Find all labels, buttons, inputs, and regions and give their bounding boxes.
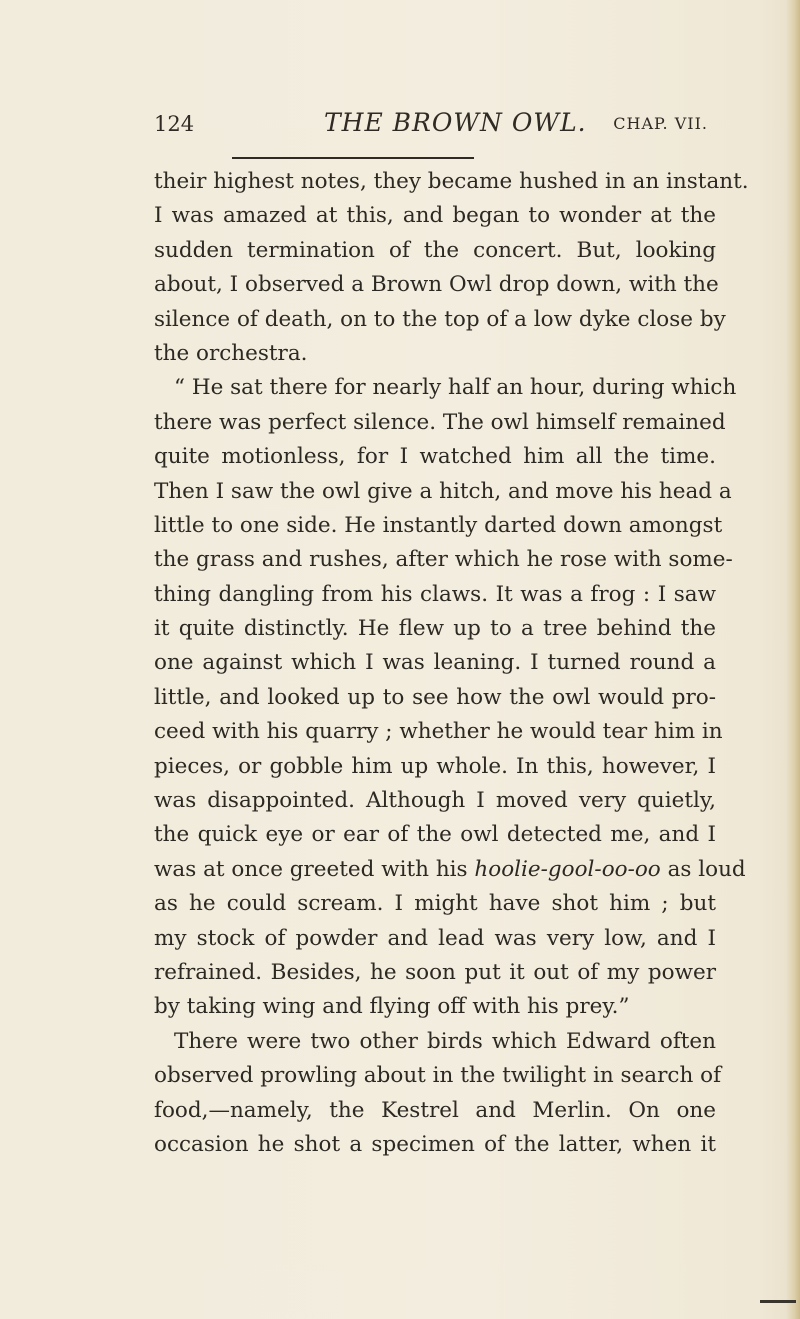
header-rule [232, 157, 474, 159]
text-line: thing dangling from his claws. It was a frog : I saw [154, 581, 716, 607]
text-line: silence of death, on to the top of a low dyke close by [154, 306, 726, 332]
text-line: one against which I was leaning. I turned round a [154, 650, 716, 676]
text-line: occasion he shot a specimen of the latter, when it [154, 1131, 716, 1157]
text-line: was disappointed. Although I moved very quietly, [154, 788, 716, 814]
text-line: the orchestra. [154, 340, 308, 366]
text-line: observed prowling about in the twilight in search of [154, 1063, 722, 1089]
page-edge-shadow [786, 0, 800, 1319]
text-line: little, and looked up to see how the owl would pro- [154, 684, 716, 710]
text-line: I was amazed at this, and began to wonder at the [154, 203, 716, 229]
text-line: their highest notes, they became hushed in an instant. [154, 169, 749, 194]
body-text [154, 165, 749, 1162]
running-title: THE BROWN OWL. [324, 108, 587, 137]
text-line: by taking wing and flying off with his prey.” [154, 994, 630, 1020]
text-line: There were two other birds which Edward often [174, 1028, 716, 1054]
text-line: little to one side. He instantly darted down amongst [154, 512, 723, 538]
text-line: there was perfect silence. The owl himself remained [154, 409, 726, 435]
text-line: about, I observed a Brown Owl drop down, with the [154, 272, 719, 298]
page-number: 124 [154, 112, 195, 136]
text-line: the quick eye or ear of the owl detected me, and I [154, 822, 716, 848]
text-line: sudden termination of the concert. But, looking [154, 237, 716, 263]
page-corner-mark [760, 1300, 796, 1303]
text-run: as loud [660, 856, 746, 882]
text-line: as he could scream. I might have shot him ; but [154, 891, 716, 917]
running-header [154, 108, 708, 156]
text-line: my stock of powder and lead was very low, and I [154, 925, 716, 951]
text-line: food,—namely, the Kestrel and Merlin. On one [154, 1097, 716, 1123]
text-line: the grass and rushes, after which he rose with some- [154, 547, 733, 573]
text-line: it quite distinctly. He flew up to a tree behind the [154, 616, 716, 642]
text-line: ceed with his quarry ; whether he would tear him in [154, 719, 723, 745]
text-line-with-italic [154, 853, 746, 887]
chapter-label: CHAP. VII. [613, 114, 708, 133]
text-line: refrained. Besides, he soon put it out of my power [154, 959, 716, 985]
text-line: Then I saw the owl give a hitch, and move his head a [154, 478, 732, 504]
text-line: quite motionless, for I watched him all the time. [154, 444, 716, 470]
text-line: “ He sat there for nearly half an hour, during which [174, 375, 737, 401]
text-line: pieces, or gobble him up whole. In this, however, I [154, 753, 716, 779]
owl-call-italic: hoolie-gool-oo-oo [474, 856, 661, 882]
text-run: was at once greeted with his [154, 856, 475, 882]
